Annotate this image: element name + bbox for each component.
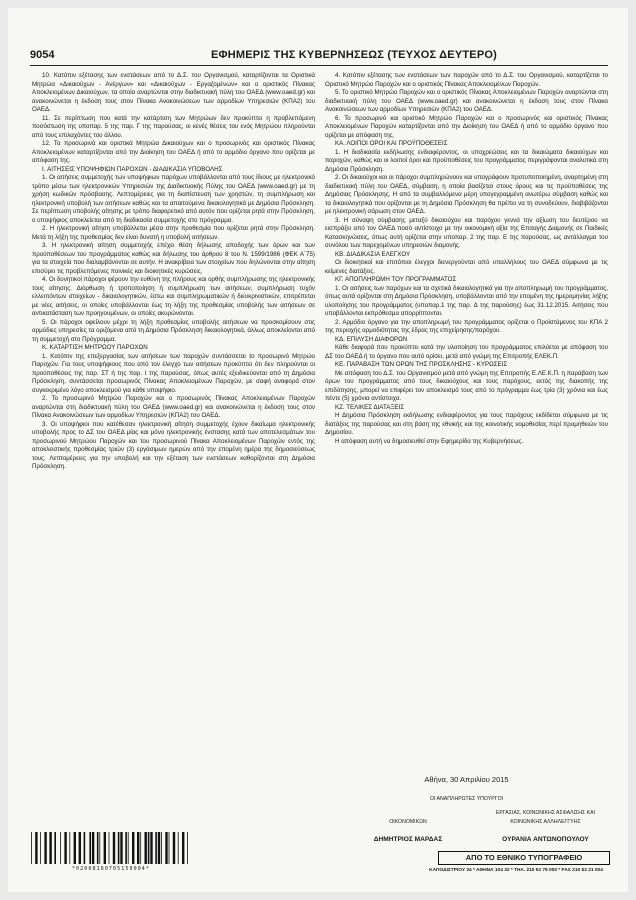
place-date: Αθήνα, 30 Απριλίου 2015 — [424, 775, 509, 784]
paragraph: 2. Η ηλεκτρονική αίτηση υποβάλλεται μέσα στην προθεσμία που ορίζεται ρητά στην Πρόσκληση. Μετά τη λήξη της προθεσμίας δεν είναι δυνατή η υποβολή αιτήσεων. — [32, 225, 315, 241]
paragraph: 12. Τα προσωρινά και οριστικά Μητρώα Δικαιούχων και ο προσωρινός και οριστικός Πίνακας Αποκλειομένων καταρτίζονται από την Διοίκηση του ΟΑΕΔ ή από το αρμόδιο όργανο που ορίζεται με απόφαση της. — [32, 140, 315, 164]
barcode-bar — [169, 832, 170, 864]
paragraph: Η Δημόσια Πρόσκληση εκδήλωσης ενδιαφέροντος για τους παρόχους εκδίδεται σύμφωνα με τις διατάξεις της παρούσας και στη βάση της εθνικής και της κοινοτικής νομοθεσίας περί προμηθειών του Δημοσίου. — [325, 412, 608, 436]
paragraph: 1. Οι αιτήσεις συμμετοχής των υποψήφιων παρόχων υποβάλλονται από τους ίδιους με ηλεκτρονικό τρόπο μέσω των ηλεκτρονικών Υπηρεσιών της Διαδικτυακής Πύλης του ΟΑΕΔ (www.oaed.gr) με τη χρήση κωδικών πρόσβασης. Λεπτομέρειες για τη διαπίστευση των χρηστών, τη συμπλήρωση και ηλεκτρονική υποβολή των αιτήσεων καθώς και τα απαιτούμενα δικαιολογητικά με Δημόσια Πρόσκληση. Σε περίπτωση υποβολής αίτησης με τρόπο διαφορετικό από αυτόν που ορίζεται ρητά στην Πρόσκληση, ο υποψήφιος αποκλείεται από τη διαδικασία συμμετοχής στο πρόγραμμα. — [32, 174, 315, 224]
page-number: 9054 — [30, 49, 55, 61]
right-role-line1: ΕΡΓΑΣΙΑΣ, ΚΟΙΝΩΝΙΚΗΣ ΑΣΦΑΛΙΣΗΣ ΚΑΙ — [495, 810, 596, 816]
barcode-bar — [125, 832, 127, 864]
barcode-bar — [158, 832, 160, 864]
right-role-line2: ΚΟΙΝΩΝΙΚΗΣ ΑΛΛΗΛΕΓΓΥΗΣ — [510, 819, 581, 825]
section-heading: ΚΑ. ΛΟΙΠΟΙ ΟΡΟΙ ΚΑΙ ΠΡΟΫΠΟΘΕΣΕΙΣ — [335, 140, 448, 147]
barcode-bar — [118, 832, 120, 864]
right-signatory-name: ΟΥΡΑΝΙΑ ΑΝΤΩΝΟΠΟΥΛΟΥ — [502, 836, 589, 843]
barcode-bar — [161, 832, 162, 864]
paragraph: 4. Οι δυνητικοί πάροχοι φέρουν την ευθύνη της πλήρους και ορθής συμπλήρωσης της ηλεκτρονικής τους αίτησης. Διόρθωση ή τροποποίηση ή συμπλήρωση των αιτήσεων, συμπλήρωση τυχόν ελλειπόντων στοιχείων - δικαιολογητικών, έστω και συμπληρωματικών ή διευκρινιστικών, επιτρέπεται με νέες αιτήσεις, οι οποίες υποβάλλονται έως τη λήξη της προθεσμίας υποβολής των αιτήσεων σε αντικατάσταση των προηγουμένων, οι οποίες ακυρώνονται. — [32, 276, 315, 317]
section-heading: ΚΓ. ΑΠΟΠΛΗΡΩΜΗ ΤΟΥ ΠΡΟΓΡΑΜΜΑΤΟΣ — [335, 276, 457, 283]
paragraph: 2. Οι δικαιούχοι και οι πάροχοι συμπληρώνουν και υπογράφουν προτυποποιημένη, αναρτημένη στη διαδικτυακή πύλη του ΟΑΕΔ, σύμβαση, η οποία βασίζεται στους όρους και τις προϋποθέσεις της Δημόσιας Πρόσκλησης. Η από τα συμβαλλόμενα μέρη υπογεγραμμένη ανωτέρω σύμβαση καθώς και τα δικαιολογητικά που ορίζονται με τη Δημόσια Πρόσκληση θα πρέπει να τη συνοδεύουν, διαβιβάζονται με ηλεκτρονική σάρωση στον ΟΑΕΔ. — [325, 174, 608, 215]
barcode-bar — [140, 832, 141, 864]
paragraph: 3. Οι υποψήφιοι που κατέθεσαν ηλεκτρονική αίτηση συμμετοχής έχουν δικαίωμα ηλεκτρονικής υποβολής προς το ΔΣ του ΟΑΕΔ μίας και μόνο ηλεκτρονικής ένστασης κατά των αποτελεσμάτων του προσωρινού Μητρώου Παροχών και του προσωρινού Πίνακα Αποκλειομένων Παροχών εντός της αποκλειστικής προθεσμίας τριών (3) εργάσιμων ημερών από την επομένη ημέρα της δημοσιεύσεως τους. Λεπτομέρειες για την υποβολή και την εξέταση των ενστάσεων καθορίζονται στη Δημόσια Πρόσκληση. — [32, 420, 315, 470]
section-heading: ΚΖ. ΤΕΛΙΚΕΣ ΔΙΑΤΑΞΕΙΣ — [335, 403, 405, 411]
barcode-bar — [132, 832, 134, 864]
barcode-bar — [137, 832, 139, 864]
barcode-bar — [64, 832, 66, 864]
paragraph: 3. Η ηλεκτρονική αίτηση συμμετοχής επέχει θέση δήλωσης αποδοχής των όρων και των προϋποθέσεων του προγράμματος καθώς και δήλωσης του άρθρου 8 του Ν. 1599/1986 (ΦΕΚ Α΄75) για τα στοιχεία που διαλαμβάνονται σε αυτήν. Η ανακρίβεια των στοιχείων που δηλώνονται στην αίτηση επισύρει τις προβλεπόμενες ποινικές και διοικητικές κυρώσεις. — [32, 242, 315, 275]
page-header — [30, 49, 608, 66]
barcode-bar — [145, 832, 147, 864]
section-heading: ΚΔ. ΕΠΙΛΥΣΗ ΔΙΑΦΟΡΩΝ — [335, 335, 408, 343]
barcode-bar — [128, 832, 129, 864]
paragraph: 2. Το προσωρινό Μητρώο Παροχών και ο προσωρινός Πίνακας Αποκλειομένων Παροχών αναρτώνται στη διαδικτυακή πύλη του ΟΑΕΔ (www.oaed.gr) και ανακοινώνεται η έκδοση τους στον Πίνακα Ανακοινώσεων των αρμοδίων Υπηρεσιών (ΚΠΑ2) του ΟΑΕΔ. — [32, 395, 315, 419]
barcode-bar — [84, 832, 86, 864]
barcode-bar — [31, 832, 32, 864]
gazette-page — [8, 8, 628, 892]
barcode-bar — [99, 832, 100, 864]
paragraph: 5. Οι πάροχοι οφείλουν μέχρι τη λήξη προθεσμίας υποβολής αιτήσεων να προσκομίσουν στις αρμόδιες υπηρεσίες τα οριζόμενα από τη Δημόσια Πρόσκληση δικαιολογητικά, άλλως αποκλείονται από τη συμμετοχή στο Πρόγραμμα. — [32, 318, 315, 343]
left-signatory-name: ΔΗΜΗΤΡΙΟΣ ΜΑΡΔΑΣ — [373, 836, 443, 843]
printer-box: ΑΠΟ ΤΟ ΕΘΝΙΚΟ ΤΥΠΟΓΡΑΦΕΙΟ — [438, 851, 610, 865]
paragraph: 11. Σε περίπτωση που κατά την κατάρτιση των Μητρώων δεν προκύπτει η προβλεπόμενη ποσόστωση της υποπαρ. 5 της παρ. Γ της παρούσας, οι κενές θέσεις του ενός Μητρώου πληρούνται από τους επιλαχόντες του άλλου. — [32, 114, 315, 139]
barcode-bar — [74, 832, 76, 864]
left-column — [32, 72, 315, 472]
barcode-bar — [155, 832, 157, 864]
paragraph: 3. Η σύναψη σύμβασης μεταξύ δικαιούχου και παρόχου γεννά την αξίωση του δευτέρου να εισπράξει από τον ΟΑΕΔ ποσό αντίστοιχο με την οικονομική αξία της Επιταγής Διαμονής σε Παιδικές Κατασκηνώσεις, όπως αυτή ορίζεται στην υποπαρ. 2 της παρ. Ε της παρούσας, ως αντάλλαγμα του συνόλου των παρεχομένων υπηρεσιών διαμονής. — [325, 216, 608, 249]
barcode-bar — [120, 832, 122, 864]
barcode-bar — [44, 832, 46, 864]
paragraph: Κάθε διαφορά που προκύπτει κατά την υλοποίηση του προγράμματος επιλύεται με απόφαση του ΔΣ του ΟΑΕΔ ή το όργανο που αυτό ορίσει, μετά από γνώμη της Επιτροπής ΕΛΕΚ.Π. — [325, 344, 608, 360]
paragraph: 4. Κατόπιν εξέτασης των ενστάσεων των παροχών από το Δ.Σ. του Οργανισμού, καταρτίζεται το Οριστικό Μητρώο Παροχών και ο οριστικός Πίνακας Αποκλειομένων Παροχών. — [325, 72, 608, 88]
paragraph: 2. Αρμόδιο όργανο για την αποπληρωμή του προγράμματος ορίζεται ο Προϊστάμενος του ΚΠΑ 2 της περιοχής αρμοδιότητας της έδρας της επιχείρησης/παρόχου. — [325, 318, 608, 334]
barcode-bar — [35, 832, 37, 864]
signatories-note: ΟΙ ΑΝΑΠΛΗΡΩΤΕΣ ΥΠΟΥΡΓΟΙ — [429, 796, 504, 802]
paragraph: Η απόφαση αυτή να δημοσιευθεί στην Εφημερίδα της Κυβερνήσεως. — [335, 437, 524, 445]
section-heading: ΚΒ. ΔΙΑΔΙΚΑΣΙΑ ΕΛΕΓΧΟΥ — [335, 250, 411, 258]
paragraph: 1. Κατόπιν της επεξεργασίας των αιτήσεων των παροχών συντάσσεται το προσωρινό Μητρώο Παροχών. Για τους υποψήφιους που από τον έλεγχο των αιτήσεων προκύπτει ότι δεν πληρούνται οι προϋποθέσεις της παρ. ΣΤ ή της παρ. Ι της παρούσας, όπως αυτές εξειδικεύονται από τη Δημόσια Πρόσκληση, συντάσσεται προσωρινός Πίνακας Αποκλειομένων Παροχών, με σαφή αναφορά στον συγκεκριμένο λόγο αποκλεισμού για κάθε υποψήφιο. — [32, 352, 315, 394]
paragraph: 5. Το οριστικό Μητρώο Παροχών και ο οριστικός Πίνακας Αποκλειομένων Παροχών αναρτώνται στη διαδικτυακή πύλη του ΟΑΕΔ (www.oaed.gr) και ανακοινώνεται η έκδοση τους στον Πίνακα Ανακοινώσεων των αρμοδίων Υπηρεσιών (ΚΠΑ2) του ΟΑΕΔ. — [325, 89, 608, 113]
section-heading: I. ΑΙΤΗΣΕΙΣ ΥΠΟΨΗΦΙΩΝ ΠΑΡΟΧΩΝ - ΔΙΑΔΙΚΑΣΙΑ ΥΠΟΒΟΛΗΣ — [42, 165, 223, 173]
paragraph: 1. Οι αιτήσεις των παρόχων και τα σχετικά δικαιολογητικά για την αποπληρωμή του προγράμματος, όπως αυτά ορίζονται στη Δημόσια Πρόσκληση, υποβάλλονται από την επομένη της ημερομηνίας λήξης υλοποίησης του προγράμματος (υποπαρ.1 της παρ. Δ της παρούσης) έως 31.12.2015. Αιτήσεις που υποβάλλονται εκπρόθεσμα απορρίπτονται. — [325, 284, 608, 317]
barcode-bar — [109, 832, 110, 864]
printer-address: ΚΑΠΟΔΙΣΤΡΙΟΥ 34 * ΑΘΗΝΑ 104 32 * ΤΗΛ. 210 52 79 000 * FAX 210 52 21 004 — [429, 868, 603, 873]
gazette-title: ΕΦΗΜΕΡΙΣ ΤΗΣ ΚΥΒΕΡΝΗΣΕΩΣ (ΤΕΥΧΟΣ ΔΕΥΤΕΡΟ) — [211, 49, 497, 61]
barcode-number: *02008160705150004* — [71, 866, 151, 872]
barcode-bar — [69, 832, 70, 864]
paragraph: Οι διοικητικοί και επιτόπιοι έλεγχοι διενεργούνται από υπαλλήλους του ΟΑΕΔ σύμφωνα με τις κείμενες διατάξεις. — [325, 259, 608, 275]
barcode-bar — [54, 832, 56, 864]
barcode-bar — [113, 832, 115, 864]
barcode-bar — [165, 832, 167, 864]
barcode-bar — [79, 832, 81, 864]
left-signatory-role: ΟΙΚΟΝΟΜΙΚΩΝ — [389, 819, 427, 825]
barcode-bar — [92, 832, 94, 864]
barcode-bar — [187, 832, 188, 864]
barcode-bar — [173, 832, 175, 864]
barcode-bar — [150, 832, 152, 864]
barcode-bar — [49, 832, 51, 864]
barcode-bar — [104, 832, 106, 864]
right-column — [325, 72, 608, 446]
section-heading: ΚΕ. ΠΑΡΑΒΑΣΗ ΤΩΝ ΟΡΩΝ ΤΗΣ ΠΡΟΣΚΛΗΣΗΣ - ΚΥΡΩΣΕΙΣ — [335, 361, 508, 368]
paragraph: 10. Κατόπιν εξέτασης των ενστάσεων από το Δ.Σ. του Οργανισμού, καταρτίζονται τα Οριστικά Μητρώα «Δικαιούχων - Ανέργων» και «Δικαιούχων - Εργαζομένων» και ο οριστικός Πίνακας Αποκλειομένων Δικαιούχων, τα οποία αναρτώνται στην διαδικτυακή πύλη του ΟΑΕΔ (www.oaed.gr) και ανακοινώνεται η έκδοση τους στον Πίνακα Ανακοινώσεων των αρμοδίων Υπηρεσιών (ΚΠΑ2) του ΟΑΕΔ. — [32, 72, 315, 113]
barcode-bar — [97, 832, 99, 864]
barcode — [30, 832, 192, 864]
barcode-bar — [148, 832, 150, 864]
barcode-bar — [89, 832, 91, 864]
paragraph: Με απόφαση του Δ.Σ. του Οργανισμού μετά από γνώμη της Επιτροπής Ε.ΛΕ.Κ.Π. η παράβαση των όρων του προγράμματος από τους δικαιούχους και τους παρόχους, εκτός της διακοπής της επιδότησης, μπορεί να επιφέρει τον αποκλεισμό τους από το πρόγραμμα έως τρία (3) χρόνια και έως πέντε (5) χρόνια αντίστοιχα. — [325, 369, 608, 402]
paragraph: 6. Το προσωρινό και οριστικό Μητρώο Παροχών και ο προσωρινός και οριστικός Πίνακας Αποκλειομένων Παροχών καταρτίζονται από την Διοίκηση του ΟΑΕΔ ή από το αρμόδιο όργανο που ορίζεται με απόφαση της. — [325, 114, 608, 139]
barcode-bar — [60, 832, 61, 864]
barcode-bar — [40, 832, 41, 864]
barcode-bar — [182, 832, 184, 864]
barcode-bar — [178, 832, 179, 864]
right-signatory-role — [478, 809, 613, 827]
paragraph: 1. Η διαδικασία εκδήλωσης ενδιαφέροντος, οι υποχρεώσεις και τα δικαιώματα δικαιούχων και παροχών, καθώς και οι λοιποί όροι και προϋποθέσεις του προγράμματος περιγράφονται αναλυτικά στη Δημόσια Πρόσκληση. — [325, 148, 608, 173]
section-heading: Κ. ΚΑΤΑΡΤΙΣΗ ΜΗΤΡΩΟΥ ΠΑΡΟΧΩΝ — [42, 344, 148, 351]
